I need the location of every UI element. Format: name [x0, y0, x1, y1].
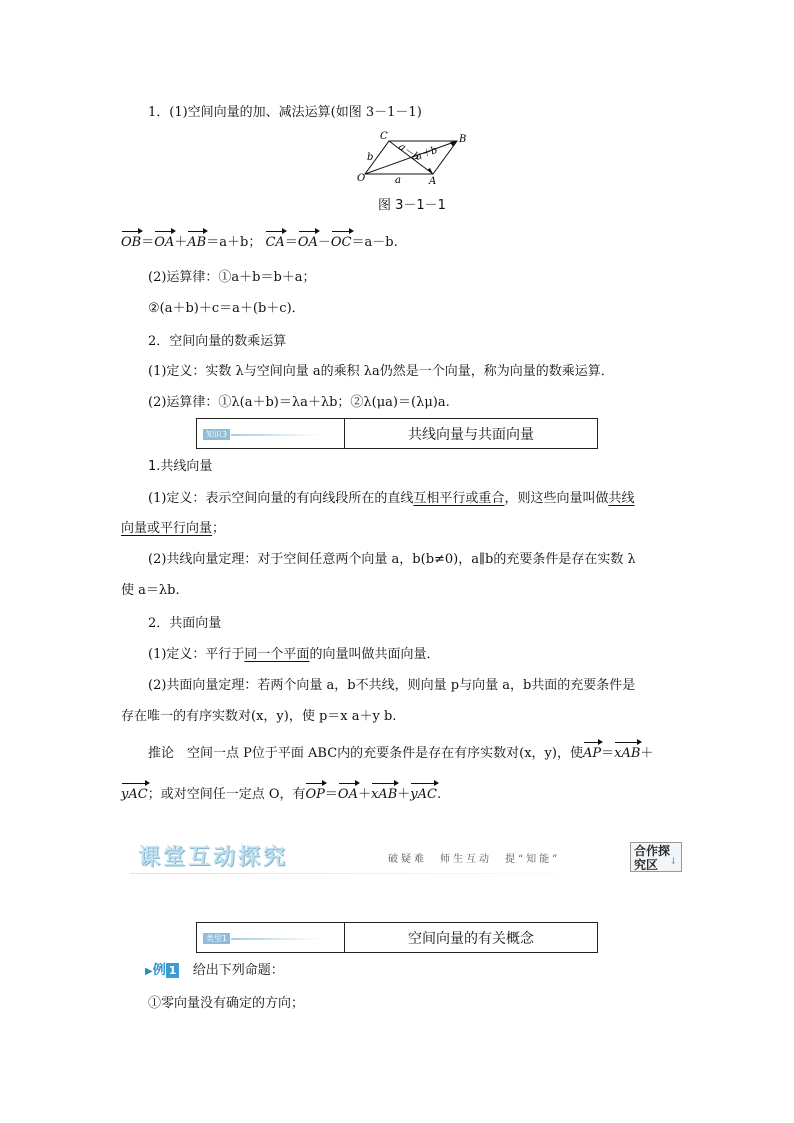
def-text: 的向量叫做共面向量． [309, 647, 440, 662]
example-text: 给出下列命题： [192, 963, 284, 978]
theorem-line-1: (2)共面向量定理：若两个向量 a，b不共线，则向量 p与向量 a，b共面的充要条件是 [148, 678, 636, 693]
underlined-term: 共线 [608, 491, 635, 506]
vec-xAB: xAB [370, 787, 398, 802]
definition: (1)定义：实数 λ与空间向量 a的乘积 λa仍然是一个向量，称为向量的数乘运算． [148, 364, 614, 379]
vec-xAB: xAB [614, 746, 641, 761]
tag-decoration [231, 938, 321, 940]
result-1: ＝a＋b； [206, 235, 262, 250]
plus-sign: ＋ [640, 746, 654, 761]
def-text: ，则这些向量叫做 [504, 491, 609, 506]
def-text: (1)定义：表示空间向量的有向线段所在的直线 [148, 491, 414, 506]
label-B: B [459, 134, 467, 145]
vec-OP: OP [305, 787, 325, 802]
plus-sign: ＋ [174, 235, 188, 250]
law-2: ②(a＋b)＋c＝a＋(b＋c)． [148, 301, 305, 316]
tag-title: 空间向量的有关概念 [408, 930, 534, 947]
corollary-text: ；或对空间任一定点 O，有 [147, 787, 306, 802]
vec-AB: AB [187, 235, 207, 250]
banner-divider [130, 873, 620, 874]
banner-title: 课堂互动探究 [138, 844, 289, 870]
vec-OA: OA [337, 787, 358, 802]
vec-OA: OA [297, 235, 318, 250]
vec-OB: OB [121, 235, 142, 250]
knowledge-tag-box [196, 418, 598, 449]
tag-decoration [231, 434, 321, 436]
figure-caption: 图 3－1－1 [378, 198, 446, 213]
eq-sign: ＝ [324, 787, 338, 802]
vec-OA: OA [154, 235, 175, 250]
vec-CA: CA [265, 235, 285, 250]
corollary-text: 推论 空间一点 P位于平面 ABC内的充要条件是存在有序实数对(x，y)，使 [148, 746, 583, 761]
definition-line-2 [121, 520, 225, 538]
corollary-line-1 [148, 745, 653, 763]
triangle-right-icon: ▶ [145, 966, 153, 977]
example-label: 例 [152, 963, 166, 978]
label-a-plus-b: a＋b [414, 144, 440, 163]
banner-subtitle: 破疑难 师生互动 提“知能” [388, 854, 561, 865]
parallelogram-figure [355, 128, 470, 186]
def-text: (1)定义：平行于 [148, 647, 245, 662]
tag-left-cell [197, 419, 345, 448]
tag-chip: 类型1 [203, 933, 230, 944]
corollary-line-2 [121, 786, 441, 804]
definition-line-1 [148, 490, 634, 508]
underlined-term: 向量或平行向量 [121, 521, 213, 536]
vec-OC: OC [330, 235, 352, 250]
arrow-down-icon: ↓ [669, 857, 677, 867]
plus-sign: ＋ [357, 787, 371, 802]
period: . [436, 787, 442, 802]
example-line [145, 962, 284, 981]
label-a-minus-b: a－b [396, 141, 421, 164]
label-A: A [429, 176, 437, 186]
theorem-line-2: 使 a＝λb. [121, 583, 180, 598]
section-heading: 1.共线向量 [148, 459, 213, 474]
eq-sign: ＝ [284, 235, 298, 250]
definition [148, 646, 439, 664]
theorem-line-1: (2)共线向量定理：对于空间任意两个向量 a，b(b≠0)，a∥b的充要条件是存在实数 λ [148, 552, 636, 567]
badge-line-2: 究区 [634, 858, 659, 872]
vector-formula [121, 234, 398, 252]
banner-badge [630, 842, 682, 872]
tag-chip: 知识3 [203, 429, 230, 440]
law: (2)运算律：①λ(a＋b)＝λa＋λb；②λ(μa)＝(λμ)a. [148, 395, 450, 410]
result-2: ＝a－b. [351, 235, 398, 250]
vec-yAC: yAC [410, 787, 437, 802]
minus-sign: － [317, 235, 331, 250]
label-C: C [380, 131, 388, 142]
example-number: 1 [166, 963, 180, 978]
badge-line-1: 合作探 [634, 844, 671, 858]
tag-left-cell [197, 923, 345, 952]
example-item: ①零向量没有确定的方向； [148, 996, 305, 1011]
section-banner [130, 838, 682, 876]
eq-sign: ＝ [601, 746, 615, 761]
section-heading: 2．共面向量 [148, 616, 222, 631]
tag-title: 共线向量与共面向量 [408, 426, 534, 443]
plus-sign: ＋ [397, 787, 411, 802]
vec-yAC: yAC [121, 787, 148, 802]
section-heading: 1．(1)空间向量的加、减法运算(如图 3－1－1) [148, 105, 422, 120]
section-heading: 2．空间向量的数乘运算 [148, 334, 287, 349]
type-tag-box [196, 922, 598, 953]
label-O: O [357, 173, 366, 184]
underlined-term: 互相平行或重合 [413, 491, 505, 506]
eq-sign: ＝ [141, 235, 155, 250]
label-b: b [367, 152, 374, 163]
law-1: (2)运算律：①a＋b＝b＋a； [148, 270, 316, 285]
underlined-term: 同一个平面 [244, 647, 310, 662]
label-a: a [395, 175, 401, 186]
theorem-line-2: 存在唯一的有序实数对(x，y)，使 p＝x a＋y b. [121, 709, 397, 724]
def-text: ； [212, 521, 226, 536]
vec-AP: AP [582, 746, 602, 761]
